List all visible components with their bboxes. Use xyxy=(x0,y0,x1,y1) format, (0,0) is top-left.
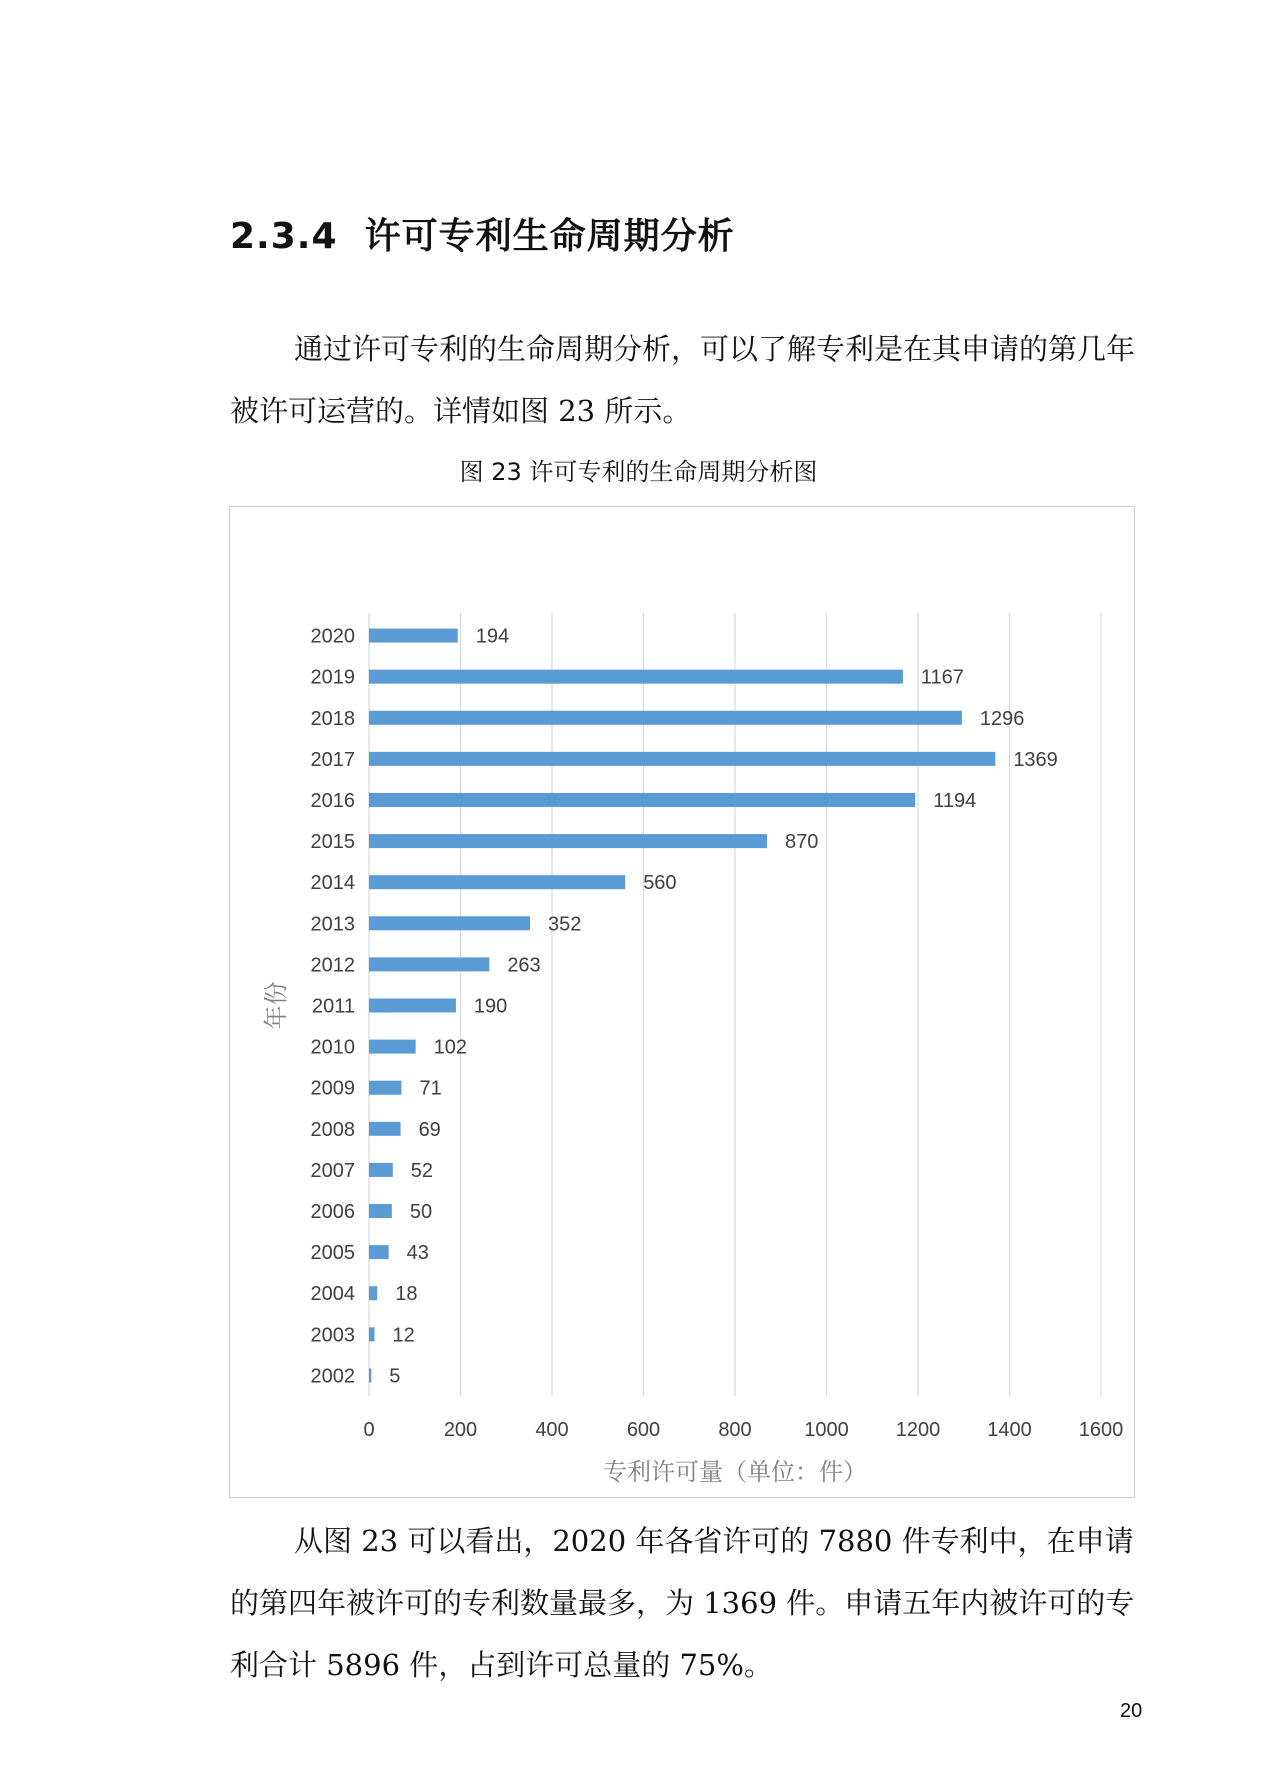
data-label: 18 xyxy=(395,1283,418,1306)
data-label: 5 xyxy=(389,1365,401,1388)
page-number: 20 xyxy=(1120,1700,1143,1722)
x-tick-label: 1000 xyxy=(804,1419,849,1441)
data-label: 50 xyxy=(409,1201,433,1224)
y-tick-label: 2014 xyxy=(310,872,355,895)
data-label: 560 xyxy=(643,872,677,895)
y-tick-label: 2012 xyxy=(310,954,355,977)
data-label: 194 xyxy=(475,625,510,648)
x-tick-label: 1400 xyxy=(987,1419,1032,1441)
y-tick-label: 2004 xyxy=(310,1283,355,1306)
data-label: 71 xyxy=(419,1077,442,1100)
x-tick-label: 200 xyxy=(443,1419,478,1441)
y-tick-label: 2018 xyxy=(310,707,355,730)
data-label: 190 xyxy=(473,995,508,1018)
bar xyxy=(369,1163,393,1177)
x-tick-label: 1200 xyxy=(895,1419,941,1441)
y-tick-label: 2016 xyxy=(310,789,355,812)
figure-caption: 图 23 许可专利的生命周期分析图 xyxy=(459,458,818,486)
y-tick-label: 2006 xyxy=(310,1201,355,1224)
data-label: 1296 xyxy=(979,707,1025,730)
bar xyxy=(369,999,456,1013)
intro-text: 通过许可专利的生命周期分析，可以了解专利是在其申请的第几年被许可运营的。详情如图 23 所示。 xyxy=(230,332,1136,428)
data-label: 870 xyxy=(785,831,819,854)
data-label: 69 xyxy=(418,1118,441,1141)
bar xyxy=(369,1368,371,1382)
conclusion-paragraph xyxy=(230,1510,1150,1696)
x-tick-label: 800 xyxy=(718,1419,752,1441)
y-tick-label: 2007 xyxy=(310,1159,355,1182)
bar xyxy=(369,752,995,766)
chart-frame xyxy=(229,506,1135,1498)
data-label: 43 xyxy=(406,1242,429,1265)
x-axis-title: 专利许可量（单位：件） xyxy=(603,1458,867,1486)
bar xyxy=(369,1204,392,1218)
y-tick-label: 2019 xyxy=(310,666,355,689)
y-tick-label: 2011 xyxy=(311,995,355,1018)
data-label: 1194 xyxy=(933,789,977,812)
data-label: 1369 xyxy=(1013,748,1058,771)
data-label: 263 xyxy=(507,954,541,977)
y-axis-title: 年份 xyxy=(262,981,290,1030)
bar xyxy=(369,711,962,725)
x-tick-label: 400 xyxy=(535,1419,569,1441)
bar xyxy=(369,1081,401,1095)
bar xyxy=(369,875,625,889)
bar xyxy=(369,834,767,848)
y-tick-label: 2002 xyxy=(310,1365,355,1388)
x-tick-label: 0 xyxy=(363,1419,375,1441)
data-label: 352 xyxy=(548,913,582,936)
x-tick-label: 1600 xyxy=(1078,1419,1124,1441)
data-label: 102 xyxy=(433,1036,468,1059)
bar xyxy=(369,793,915,807)
y-tick-label: 2005 xyxy=(310,1242,355,1265)
bar xyxy=(369,1286,377,1300)
section-number: 2.3.4 xyxy=(230,216,338,257)
x-tick-label: 600 xyxy=(626,1419,661,1441)
bar xyxy=(369,1245,389,1259)
data-label: 12 xyxy=(392,1324,415,1347)
bar xyxy=(369,916,530,930)
y-tick-label: 2013 xyxy=(310,913,355,936)
intro-paragraph xyxy=(230,318,1150,442)
data-label: 52 xyxy=(410,1159,434,1182)
y-tick-label: 2003 xyxy=(310,1324,355,1347)
bar xyxy=(369,629,458,643)
section-title: 许可专利生命周期分析 xyxy=(364,216,735,257)
section-heading xyxy=(230,208,735,259)
conclusion-text: 从图 23 可以看出，2020 年各省许可的 7880 件专利中，在申请的第四年被许可的专利数量最多，为 1369 件。申请五年内被许可的专利合计 5896 件，占到许可总量的 75%。 xyxy=(230,1524,1135,1682)
y-tick-label: 2010 xyxy=(310,1036,355,1059)
bar xyxy=(369,1122,401,1136)
y-tick-label: 2008 xyxy=(310,1118,355,1141)
bar xyxy=(369,1040,416,1054)
bar xyxy=(369,670,903,684)
data-label: 1167 xyxy=(920,666,964,689)
y-tick-label: 2015 xyxy=(310,831,355,854)
y-tick-label: 2009 xyxy=(310,1077,355,1100)
bar-chart xyxy=(230,507,1136,1499)
y-tick-label: 2017 xyxy=(310,748,355,771)
bar xyxy=(369,1327,374,1341)
y-tick-label: 2020 xyxy=(310,625,355,648)
bar xyxy=(369,957,489,971)
